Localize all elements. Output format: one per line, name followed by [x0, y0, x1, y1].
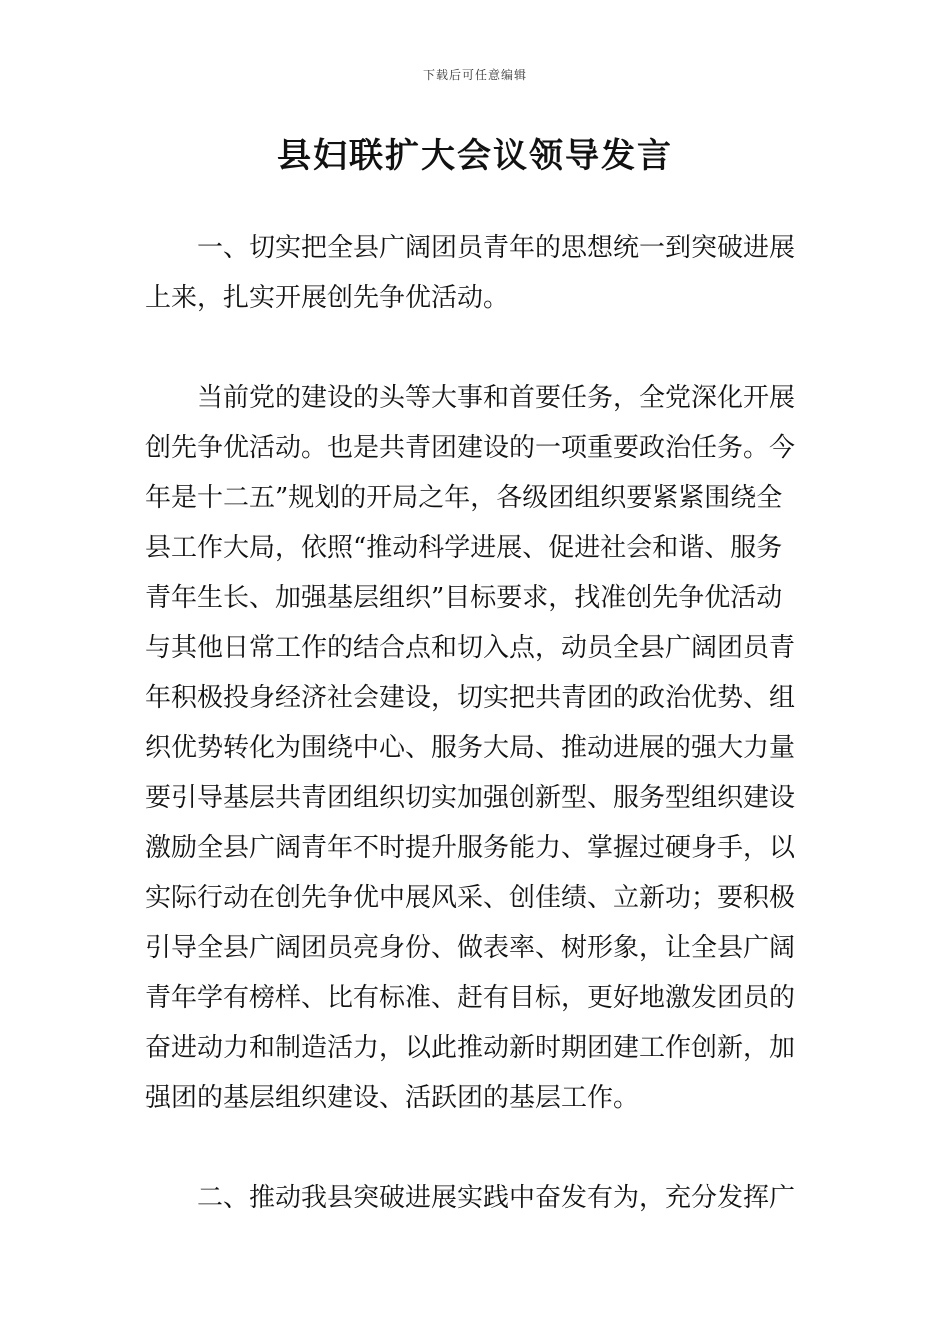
paragraph-line: 引导全县广阔团员亮身份、做表率、树形象，让全县广阔 — [145, 933, 796, 963]
paragraph-line: 当前党的建设的头等大事和首要任务，全党深化开展 — [197, 383, 796, 413]
paragraph-line: 青年生长、加强基层组织”目标要求，找准创先争优活动 — [145, 583, 783, 613]
document-title: 县妇联扩大会议领导发言 — [277, 136, 673, 176]
paragraph-1 — [145, 223, 810, 323]
paragraph-line: 织优势转化为围绕中心、服务大局、推动进展的强大力量 — [145, 733, 796, 763]
paragraph-line: 强团的基层组织建设、活跃团的基层工作。 — [145, 1083, 640, 1113]
paragraph-line: 年积极投身经济社会建设，切实把共青团的政治优势、组 — [145, 683, 796, 713]
paragraph-line: 实际行动在创先争优中展风采、创佳绩、立新功；要积极 — [145, 883, 796, 913]
paragraph-line: 创先争优活动。也是共青团建设的一项重要政治任务。今 — [145, 433, 796, 463]
paragraph-line: 青年学有榜样、比有标准、赶有目标，更好地激发团员的 — [145, 983, 796, 1013]
paragraph-line: 与其他日常工作的结合点和切入点，动员全县广阔团员青 — [145, 633, 796, 663]
paragraph-line: 年是十二五”规划的开局之年，各级团组织要紧紧围绕全 — [145, 483, 783, 513]
paragraph-3 — [145, 1173, 810, 1223]
header-note: 下载后可任意编辑 — [422, 68, 527, 82]
paragraph-line: 二、推动我县突破进展实践中奋发有为，充分发挥广 — [197, 1183, 796, 1213]
paragraph-2 — [145, 373, 810, 1123]
paragraph-line: 激励全县广阔青年不时提升服务能力、掌握过硬身手，以 — [145, 833, 796, 863]
paragraph-line: 上来，扎实开展创先争优活动。 — [145, 283, 510, 313]
paragraph-line: 县工作大局，依照“推动科学进展、促进社会和谐、服务 — [145, 533, 783, 563]
paragraph-line: 一、切实把全县广阔团员青年的思想统一到突破进展 — [197, 233, 796, 263]
paragraph-line: 奋进动力和制造活力，以此推动新时期团建工作创新，加 — [145, 1033, 796, 1063]
paragraph-line: 要引导基层共青团组织切实加强创新型、服务型组织建设 — [145, 783, 796, 813]
